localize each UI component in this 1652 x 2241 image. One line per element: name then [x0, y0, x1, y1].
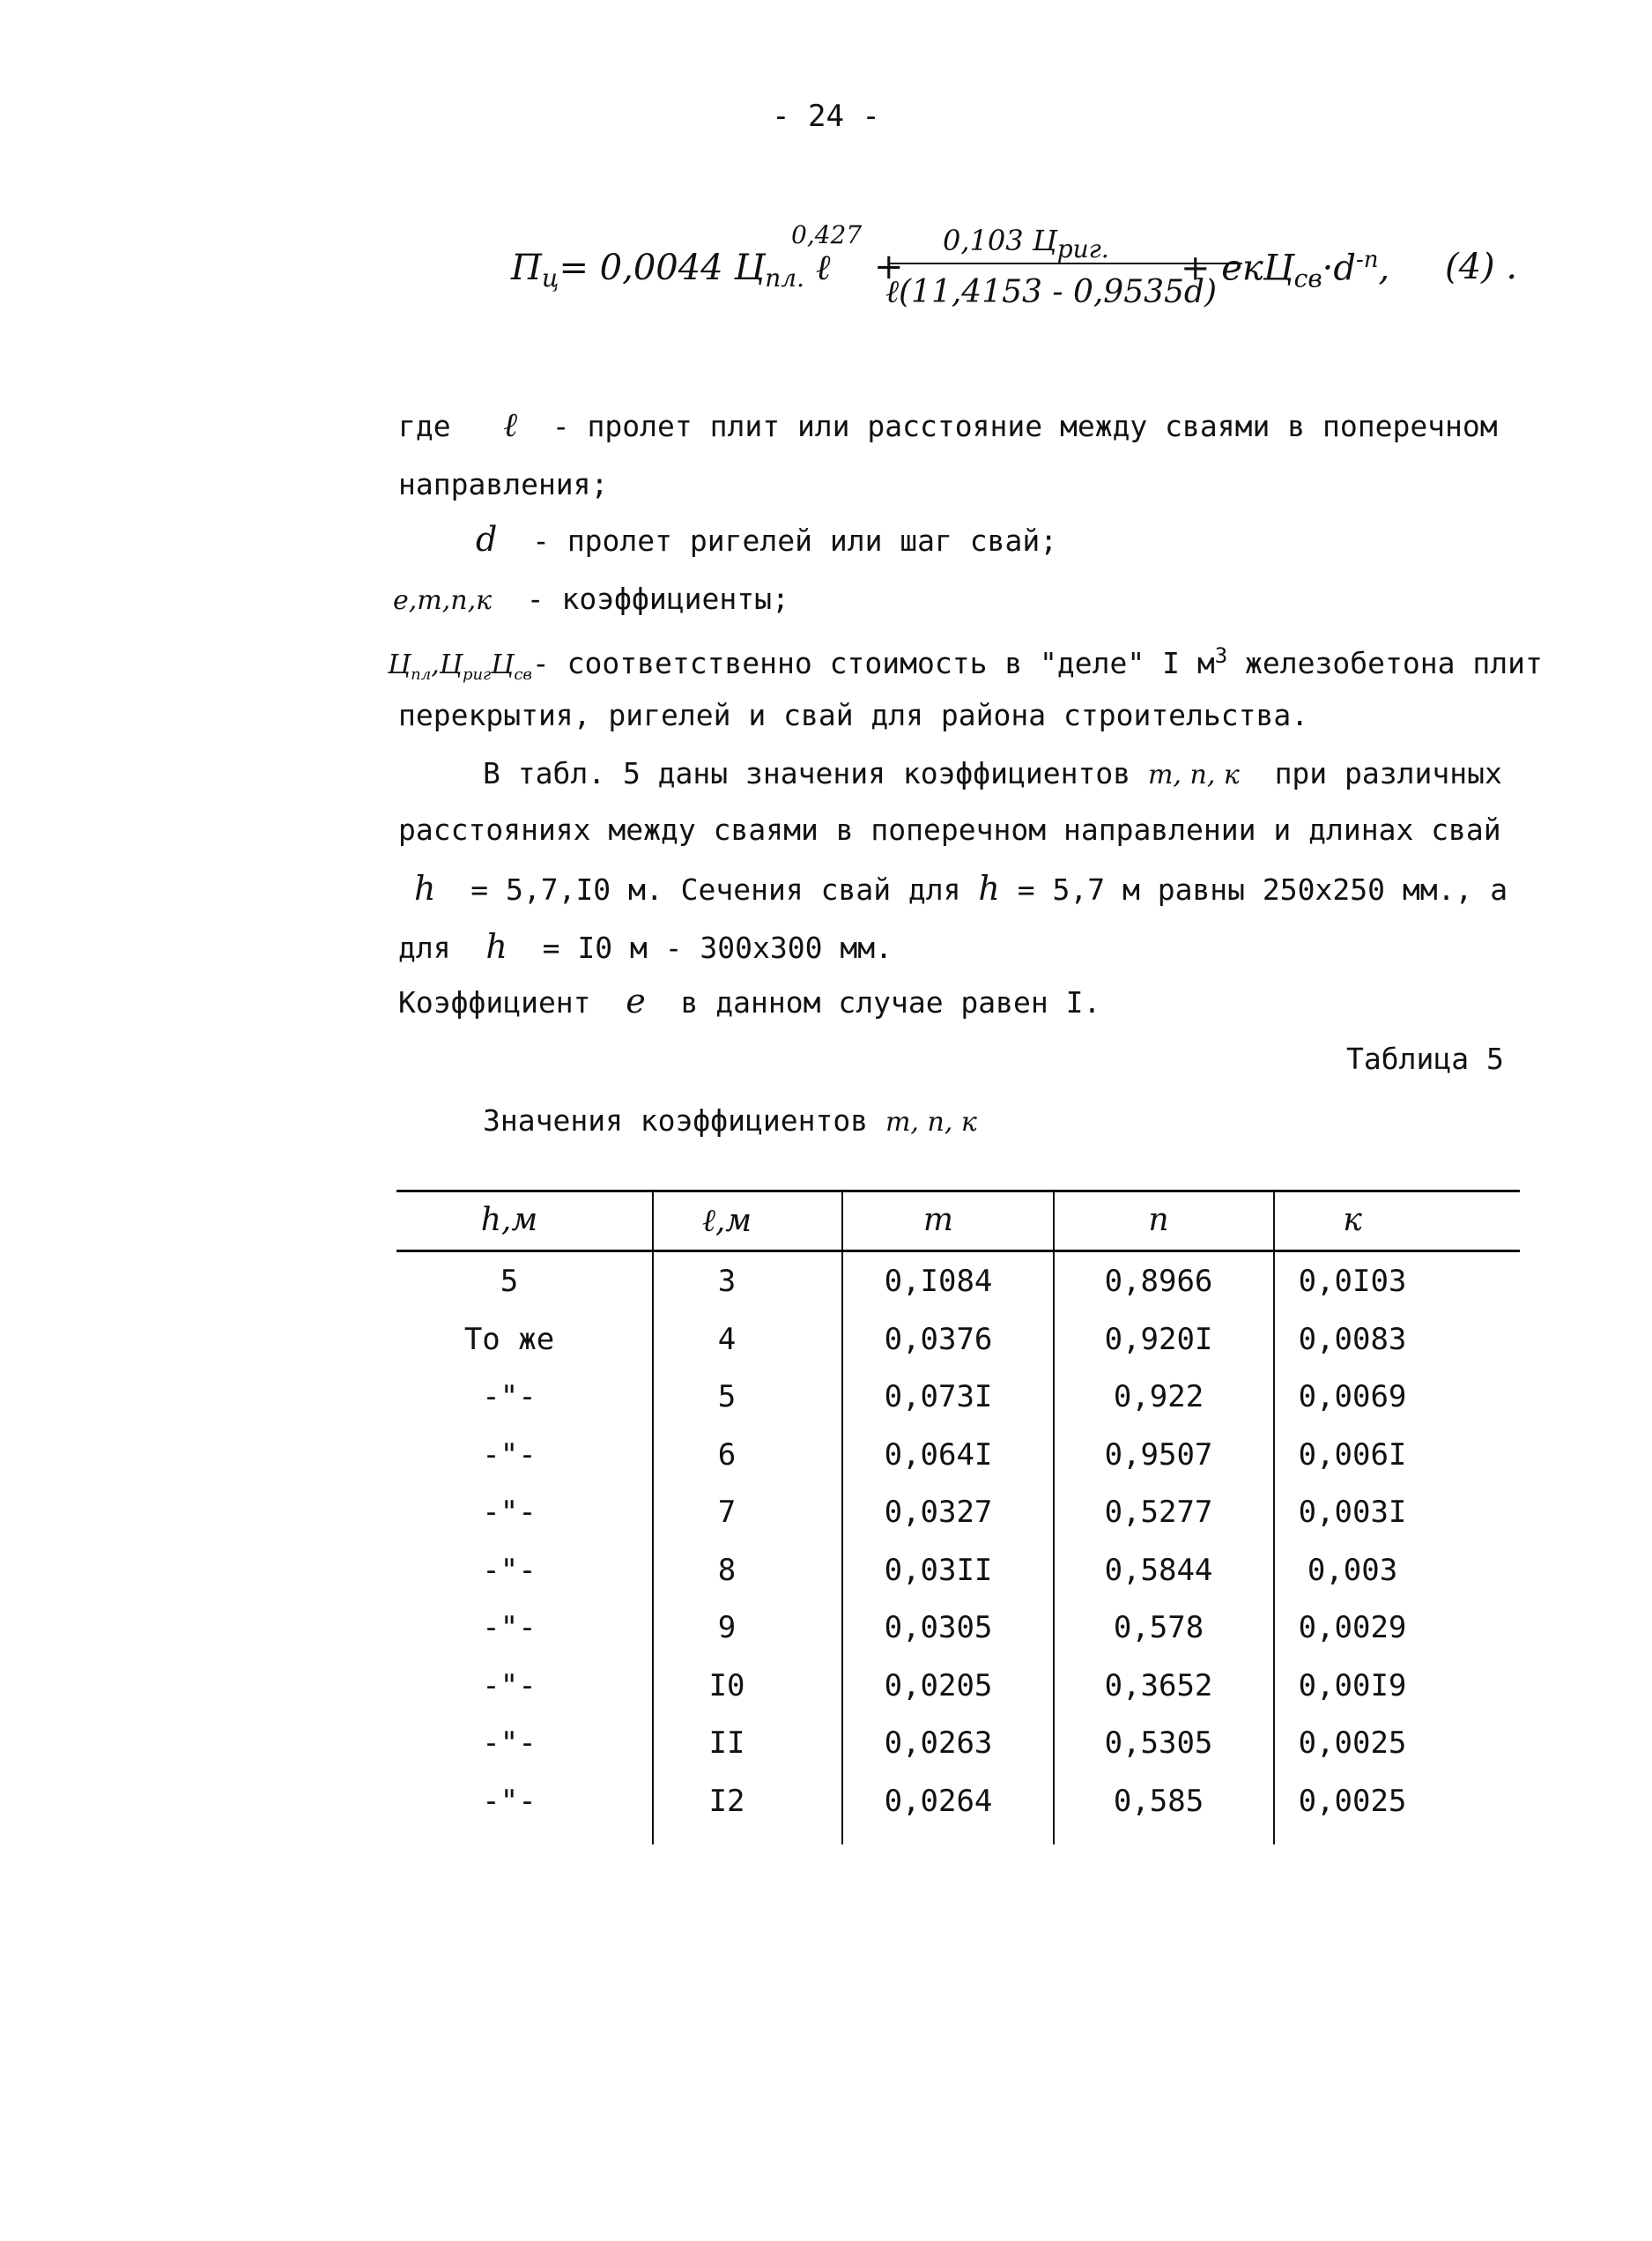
table-cell: 0,8966: [1104, 1264, 1213, 1299]
table-cell: 0,073I: [884, 1379, 993, 1414]
table-cell: 0,5277: [1104, 1495, 1213, 1530]
table-cell: 0,03II: [884, 1552, 993, 1588]
table-cell: -"-: [482, 1495, 537, 1530]
formula-denominator: ℓ(11,4153 - 0,9535d): [885, 274, 1218, 310]
table-cell: -"-: [482, 1552, 537, 1588]
table-cell: 3: [717, 1264, 737, 1299]
definition-l-cont: направления;: [398, 467, 609, 501]
table-top-rule: [396, 1190, 1520, 1192]
table-label: Таблица 5: [1346, 1042, 1504, 1076]
table-cell: 6: [717, 1436, 737, 1473]
table-header-rule: [396, 1250, 1520, 1252]
definition-d: d - пролет ригелей или шаг свай;: [476, 520, 1058, 559]
table-cell: 0,0029: [1298, 1610, 1407, 1645]
paragraph-line-4: для h = I0 м - 300х300 мм.: [398, 927, 893, 966]
table-cell: 0,0263: [884, 1725, 993, 1761]
formula-plus: +: [874, 247, 904, 287]
table-cell: 0,003: [1307, 1552, 1398, 1588]
table-cell: 0,0025: [1298, 1725, 1407, 1761]
table-cell: 7: [717, 1495, 737, 1530]
definition-costs-cont: перекрытия, ригелей и свай для района строительства.: [398, 698, 1309, 732]
table-header-cell: к: [1343, 1202, 1362, 1238]
table-cell: То же: [463, 1321, 555, 1357]
table-cell: 0,0069: [1298, 1379, 1407, 1414]
table-cell: 0,003I: [1298, 1495, 1407, 1530]
table-cell: 0,578: [1113, 1610, 1204, 1645]
table-cell: 0,064I: [884, 1436, 993, 1473]
table-header-cell: h,м: [480, 1202, 538, 1238]
table-caption: Значения коэффициентов m, n, к: [483, 1103, 977, 1138]
formula-exponent: 0,427: [791, 220, 863, 249]
table-cell: I0: [708, 1667, 745, 1703]
table-cell: 0,0083: [1298, 1321, 1407, 1357]
table-cell: -"-: [482, 1725, 537, 1761]
paragraph-line-2: расстояниях между сваями в поперечном направлении и длинах свай: [398, 813, 1501, 847]
table-cell: 0,920I: [1104, 1321, 1213, 1357]
formula-rest: + $екЦ_{св}\cdot d^{-n}$,: [1181, 247, 1390, 293]
table-cell: -"-: [482, 1379, 537, 1414]
formula-lhs: $П_ц= 0,0044$ $Ц_{пл.}$ ℓ: [511, 248, 831, 293]
table-column-divider: [1053, 1190, 1055, 1844]
table-cell: 0,0025: [1298, 1783, 1407, 1819]
paragraph-line-1: В табл. 5 даны значения коэффициентов m, n, к при различных: [483, 756, 1502, 790]
table-cell: 5: [717, 1379, 737, 1414]
table-cell: 4: [717, 1321, 737, 1357]
table-cell: 0,0327: [884, 1495, 993, 1530]
table-cell: 0,0I03: [1298, 1264, 1407, 1299]
formula-4: [511, 220, 1568, 335]
table-cell: 0,I084: [884, 1264, 993, 1299]
definition-l: где ℓ - пролет плит или расстояние между сваями в поперечном: [398, 405, 1498, 444]
table-cell: 0,922: [1113, 1379, 1204, 1414]
paragraph-line-5: Коэффициент e в данном случае равен I.: [398, 982, 1101, 1020]
table-cell: 5: [500, 1264, 519, 1299]
definition-coefficients: e,m,n,к - коэффициенты;: [393, 582, 789, 616]
table-cell: 0,00I9: [1298, 1667, 1407, 1703]
table-cell: -"-: [482, 1667, 537, 1703]
formula-number: (4) .: [1445, 247, 1518, 287]
page-number: - 24 -: [772, 99, 880, 134]
table-cell: -"-: [482, 1783, 537, 1819]
formula-numerator: 0,103 Цриг.: [943, 224, 1109, 263]
table-cell: 0,585: [1113, 1783, 1204, 1819]
table-cell: 0,0376: [884, 1321, 993, 1357]
table-cell: -"-: [482, 1610, 537, 1645]
table-cell: 0,006I: [1298, 1436, 1407, 1473]
table-cell: 9: [717, 1610, 737, 1645]
table-cell: 0,0205: [884, 1667, 993, 1703]
table-header-cell: m: [922, 1202, 954, 1238]
table-cell: I2: [708, 1783, 745, 1819]
definition-costs: $Ц_{пл},Ц_{риг}Ц_{св}-$ соответственно стоимость в "деле" I $м^3$ железобетона плит: [388, 643, 1543, 684]
table-header-cell: ℓ,м: [701, 1203, 752, 1239]
table-cell: 8: [717, 1552, 737, 1588]
table-cell: 0,3652: [1104, 1667, 1213, 1703]
table-cell: II: [708, 1725, 745, 1761]
table-cell: 0,0305: [884, 1610, 993, 1645]
table-cell: 0,5844: [1104, 1552, 1213, 1588]
table-cell: 0,0264: [884, 1783, 993, 1819]
table-cell: -"-: [482, 1436, 537, 1473]
table-cell: 0,9507: [1104, 1436, 1213, 1473]
table-cell: 0,5305: [1104, 1725, 1213, 1761]
paragraph-line-3: h = 5,7,I0 м. Сечения свай для h = 5,7 м равны 250х250 мм., а: [414, 869, 1508, 908]
table-header-cell: n: [1148, 1202, 1169, 1238]
